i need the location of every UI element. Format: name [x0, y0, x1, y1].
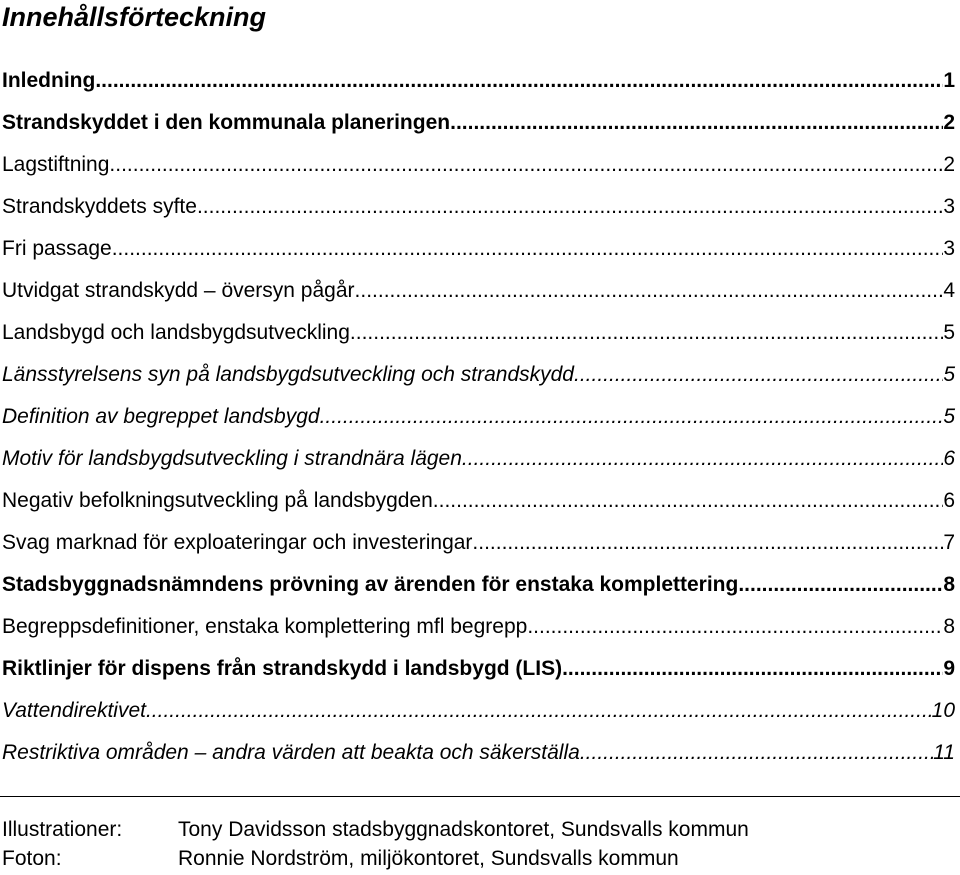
toc-entry-page: 9 — [943, 657, 955, 680]
toc-entry-title: Begreppsdefinitioner, enstaka komplettering mfl begrepp — [2, 615, 528, 638]
toc-entry-title: Länsstyrelsens syn på landsbygdsutveckling och strandskydd — [2, 363, 574, 386]
dot-leader — [738, 564, 943, 606]
page-title: Innehållsförteckning — [2, 2, 267, 32]
toc-entry-page: 7 — [943, 531, 955, 554]
toc-entry-page: 6 — [943, 447, 955, 470]
dot-leader — [350, 312, 943, 354]
toc-entry-page: 5 — [943, 363, 955, 386]
toc-entry-page: 1 — [943, 69, 955, 92]
credit-label: Illustrationer: — [2, 818, 123, 841]
toc-entry-title: Svag marknad för exploateringar och investeringar — [2, 531, 473, 554]
dot-leader — [95, 60, 943, 102]
toc-entry-page: 2 — [943, 111, 955, 134]
toc-entry — [2, 354, 955, 396]
toc-entry-title: Landsbygd och landsbygdsutveckling — [2, 321, 350, 344]
toc-entry-title: Riktlinjer för dispens från strandskydd i landsbygd (LIS) — [2, 657, 563, 680]
toc-entry-title: Fri passage — [2, 237, 112, 260]
dot-leader — [472, 522, 943, 564]
toc-entry-title: Inledning — [2, 69, 96, 92]
toc-entry — [2, 690, 955, 732]
toc-entry-title: Restriktiva områden – andra värden att beakta och säkerställa — [2, 741, 580, 764]
dot-leader — [320, 396, 944, 438]
toc-entry — [2, 228, 955, 270]
toc-entry — [2, 270, 955, 312]
dot-leader — [355, 270, 944, 312]
toc-entry-page: 3 — [943, 195, 955, 218]
credit-row — [2, 844, 749, 873]
toc-entry-title: Strandskyddet i den kommunala planeringen — [2, 111, 451, 134]
dot-leader — [450, 102, 943, 144]
table-of-contents — [2, 60, 955, 774]
toc-entry — [2, 480, 955, 522]
dot-leader — [197, 186, 943, 228]
toc-entry-page: 10 — [931, 699, 955, 722]
toc-entry-title: Utvidgat strandskydd – översyn pågår — [2, 279, 355, 302]
toc-entry-page: 6 — [943, 489, 955, 512]
toc-entry-title: Negativ befolkningsutveckling på landsbygden — [2, 489, 433, 512]
toc-entry — [2, 438, 955, 480]
credit-value: Tony Davidsson stadsbyggnadskontoret, Sundsvalls kommun — [178, 818, 749, 841]
divider-line — [0, 796, 960, 797]
toc-entry-page: 8 — [943, 615, 955, 638]
toc-entry-title: Vattendirektivet — [2, 699, 146, 722]
toc-entry-page: 5 — [943, 405, 955, 428]
toc-entry — [2, 144, 955, 186]
credit-label: Foton: — [2, 847, 62, 870]
toc-entry-page: 11 — [933, 741, 955, 764]
dot-leader — [433, 480, 944, 522]
toc-entry-page: 3 — [943, 237, 955, 260]
toc-entry — [2, 648, 955, 690]
toc-entry — [2, 564, 955, 606]
toc-entry-page: 5 — [943, 321, 955, 344]
credits — [2, 815, 749, 873]
toc-entry — [2, 186, 955, 228]
toc-entry-page: 8 — [943, 573, 955, 596]
toc-entry-title: Stadsbyggnadsnämndens prövning av ärenden för enstaka komplettering — [2, 573, 739, 596]
toc-entry — [2, 606, 955, 648]
toc-entry — [2, 732, 955, 774]
toc-entry-title: Lagstiftning — [2, 153, 110, 176]
toc-entry-title: Definition av begreppet landsbygd — [2, 405, 320, 428]
dot-leader — [527, 606, 943, 648]
credit-value: Ronnie Nordström, miljökontoret, Sundsvalls kommun — [178, 847, 679, 870]
dot-leader — [462, 438, 943, 480]
toc-entry-page: 4 — [943, 279, 955, 302]
toc-entry — [2, 60, 955, 102]
toc-entry — [2, 522, 955, 564]
toc-entry — [2, 396, 955, 438]
dot-leader — [109, 144, 943, 186]
credit-row — [2, 815, 749, 844]
toc-entry — [2, 312, 955, 354]
dot-leader — [146, 690, 932, 732]
dot-leader — [562, 648, 943, 690]
toc-entry-title: Motiv för landsbygdsutveckling i strandnära lägen — [2, 447, 462, 470]
toc-entry-page: 2 — [943, 153, 955, 176]
dot-leader — [112, 228, 944, 270]
toc-entry — [2, 102, 955, 144]
dot-leader — [580, 732, 933, 774]
toc-entry-title: Strandskyddets syfte — [2, 195, 197, 218]
dot-leader — [574, 354, 943, 396]
